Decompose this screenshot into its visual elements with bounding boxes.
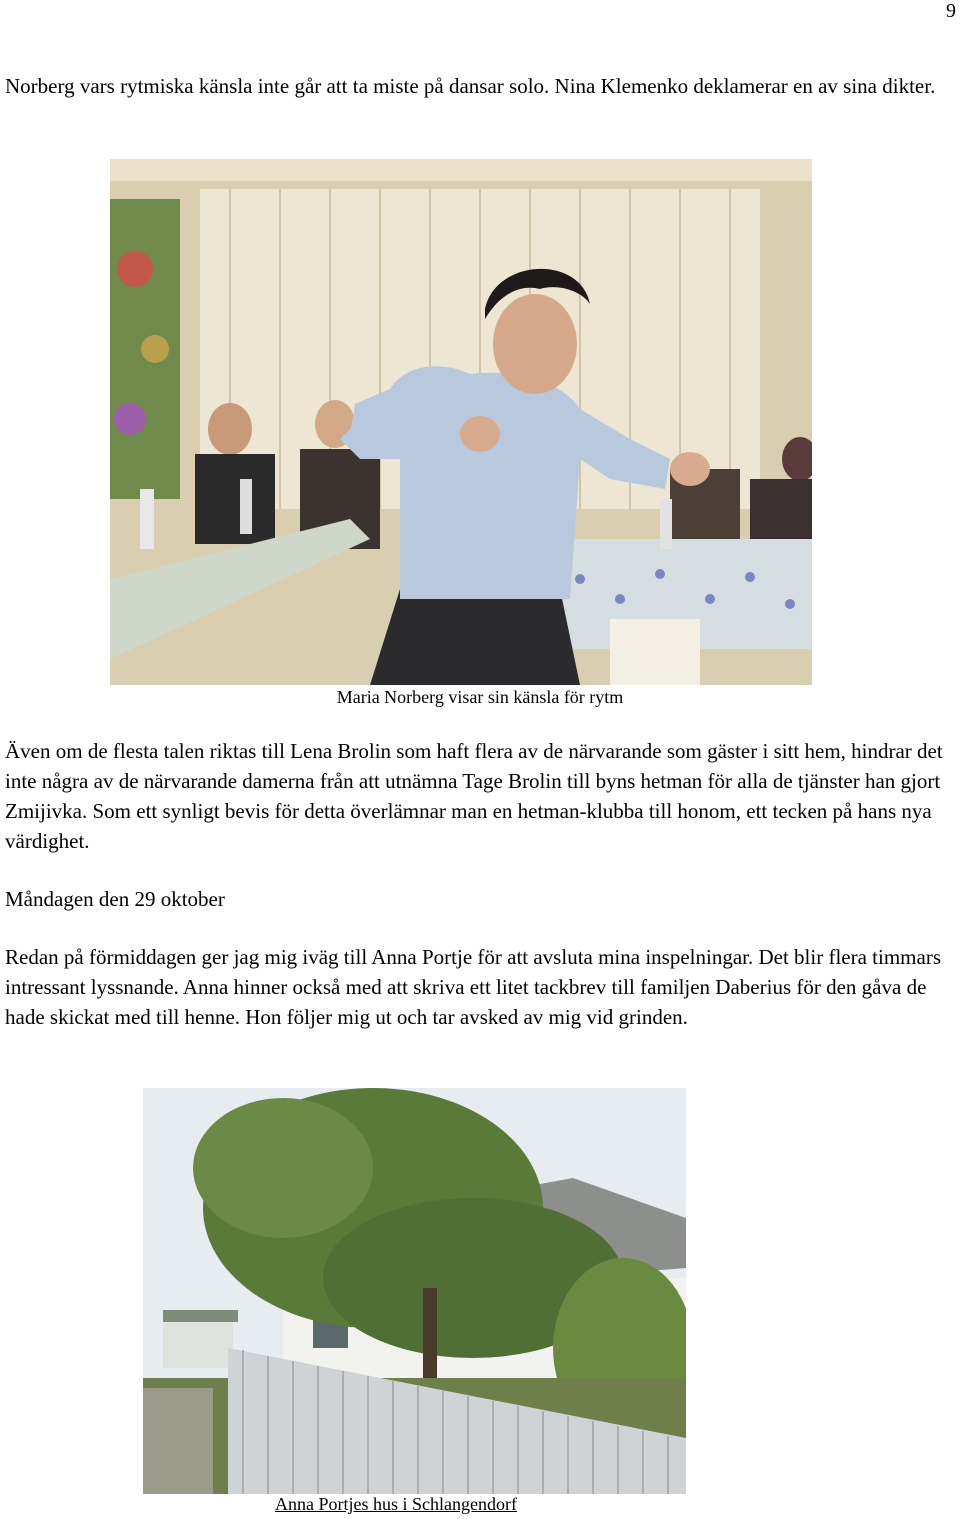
main-paragraph: Även om de flesta talen riktas till Lena Brolin som haft flera av de närvarande som gäster i sitt hem, hindrar det inte några av de närvarande damerna från att utnämna Tage Brolin till byns hetman för alla de tjänster han gjort Zmijivka. Som ett synligt bevis för detta överlämnar man en hetman-klubba till honom, ett tecken på hans nya värdighet. — [5, 739, 943, 853]
house-photo-caption: Anna Portjes hus i Schlangendorf — [275, 1494, 517, 1514]
house-photo — [143, 1088, 686, 1494]
dance-photo — [110, 159, 812, 685]
intro-paragraph: Norberg vars rytmiska känsla inte går att ta miste på dansar solo. Nina Klemenko deklamerar en av sina dikter. — [5, 74, 936, 98]
morning-paragraph: Redan på förmiddagen ger jag mig iväg till Anna Portje för att avsluta mina inspelningar. Det blir flera timmars intressant lyssnande. Anna hinner också med att skriva ett litet tackbrev till familjen Daberius för den gåva de hade skickat med till henne. Hon följer mig ut och tar avsked av mig vid grinden. — [5, 945, 942, 1029]
page-number: 9 — [946, 0, 956, 22]
dance-photo-caption: Maria Norberg visar sin känsla för rytm — [336, 687, 624, 707]
date-heading: Måndagen den 29 oktober — [5, 887, 225, 911]
